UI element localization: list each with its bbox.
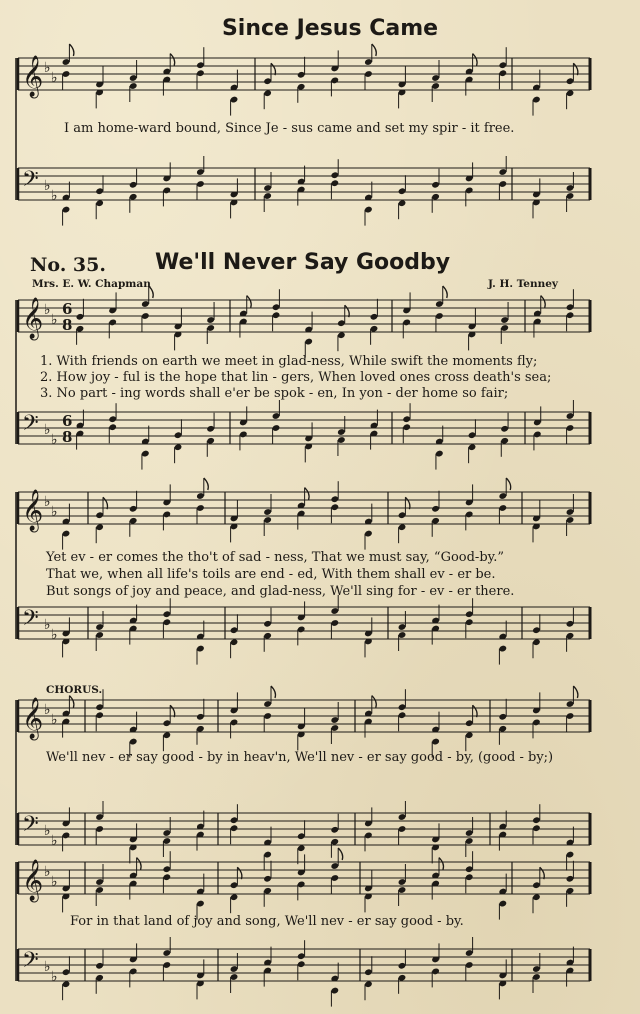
verse-3-line-a: 3. No part - ing words shall e'er be spok - en, In yon - der home so fair; [40, 386, 509, 401]
flat-sign: ♭ [51, 70, 58, 86]
flat-sign: ♭ [44, 422, 51, 438]
previous-hymn-lyric: I am home-ward bound, Since Je - sus came and set my spir - it free. [64, 121, 515, 136]
note-flag [372, 696, 377, 708]
note-flag [541, 296, 546, 308]
flat-sign: ♭ [44, 494, 51, 510]
flat-sign: ♭ [44, 617, 51, 633]
verse-2-line-a: 2. How joy - ful is the hope that lin - gers, When loved ones cross death's sea; [40, 370, 552, 385]
hymn-number: No. 35. [30, 254, 106, 276]
composer-credit: J. H. Tenney [488, 278, 559, 290]
note-flag [405, 497, 410, 509]
treble-clef: 𝄞 [22, 490, 44, 531]
bass-clef: 𝄢 [22, 948, 39, 978]
time-signature-bottom: 8 [62, 316, 73, 334]
note-flag [506, 478, 511, 490]
note-flag [573, 63, 578, 75]
bass-clef: 𝄢 [22, 411, 39, 441]
chorus-label: CHORUS. [46, 684, 103, 696]
note-flag [69, 696, 74, 708]
note-flag [473, 705, 478, 717]
flat-sign: ♭ [51, 188, 58, 204]
flat-sign: ♭ [44, 60, 51, 76]
treble-clef: 𝄞 [22, 56, 44, 97]
flat-sign: ♭ [51, 833, 58, 849]
flat-sign: ♭ [44, 959, 51, 975]
flat-sign: ♭ [44, 178, 51, 194]
note-flag [372, 44, 377, 56]
hymn-title: We'll Never Say Goodby [155, 250, 451, 275]
note-flag [204, 478, 209, 490]
verse-2-line-b: That we, when all life's toils are end - ed, With them shall ev - er be. [46, 567, 496, 582]
flat-sign: ♭ [44, 702, 51, 718]
flat-sign: ♭ [44, 823, 51, 839]
note-flag [338, 848, 343, 860]
treble-clef: 𝄞 [22, 860, 44, 901]
previous-hymn-title: Since Jesus Came [221, 16, 439, 41]
flat-sign: ♭ [51, 712, 58, 728]
flat-sign: ♭ [51, 432, 58, 448]
flat-sign: ♭ [51, 312, 58, 328]
flat-sign: ♭ [44, 302, 51, 318]
note-flag [443, 286, 448, 298]
note-flag [103, 497, 108, 509]
note-flag [237, 867, 242, 879]
flat-sign: ♭ [51, 627, 58, 643]
treble-clef: 𝄞 [22, 298, 44, 339]
time-signature-top: 6 [62, 300, 73, 318]
time-signature-bottom: 8 [62, 428, 73, 446]
note-flag [170, 54, 175, 66]
time-signature-top: 6 [62, 412, 73, 430]
note-flag [439, 858, 444, 870]
bass-clef: 𝄢 [22, 606, 39, 636]
note-flag [170, 705, 175, 717]
note-flag [149, 286, 154, 298]
note-flag [305, 488, 310, 500]
flat-sign: ♭ [44, 864, 51, 880]
note-flag [69, 44, 74, 56]
note-flag [573, 686, 578, 698]
flat-sign: ♭ [51, 504, 58, 520]
treble-clef: 𝄞 [22, 698, 44, 739]
lyricist-credit: Mrs. E. W. Chapman [32, 278, 151, 290]
note-flag [271, 63, 276, 75]
note-flag [247, 296, 252, 308]
verse-3-line-b: But songs of joy and peace, and glad-ness, We'll sing for - ev - er there. [46, 584, 515, 599]
flat-sign: ♭ [51, 969, 58, 985]
verse-1-line-b: Yet ev - er comes the tho't of sad - ness, That we must say, “Good-by.” [46, 550, 505, 565]
note-flag [473, 54, 478, 66]
verse-1-line-a: 1. With friends on earth we meet in glad-ness, While swift the moments fly; [40, 354, 538, 369]
note-flag [137, 858, 142, 870]
note-flag [271, 686, 276, 698]
note-flag [345, 305, 350, 317]
chorus-line-2: For in that land of joy and song, We'll nev - er say good - by. [70, 914, 464, 929]
flat-sign: ♭ [51, 874, 58, 890]
bass-clef: 𝄢 [22, 812, 39, 842]
chorus-line-1: We'll nev - er say good - by in heav'n, We'll nev - er say good - by, (good - by;) [46, 750, 554, 765]
note-flag [540, 867, 545, 879]
bass-clef: 𝄢 [22, 167, 39, 197]
